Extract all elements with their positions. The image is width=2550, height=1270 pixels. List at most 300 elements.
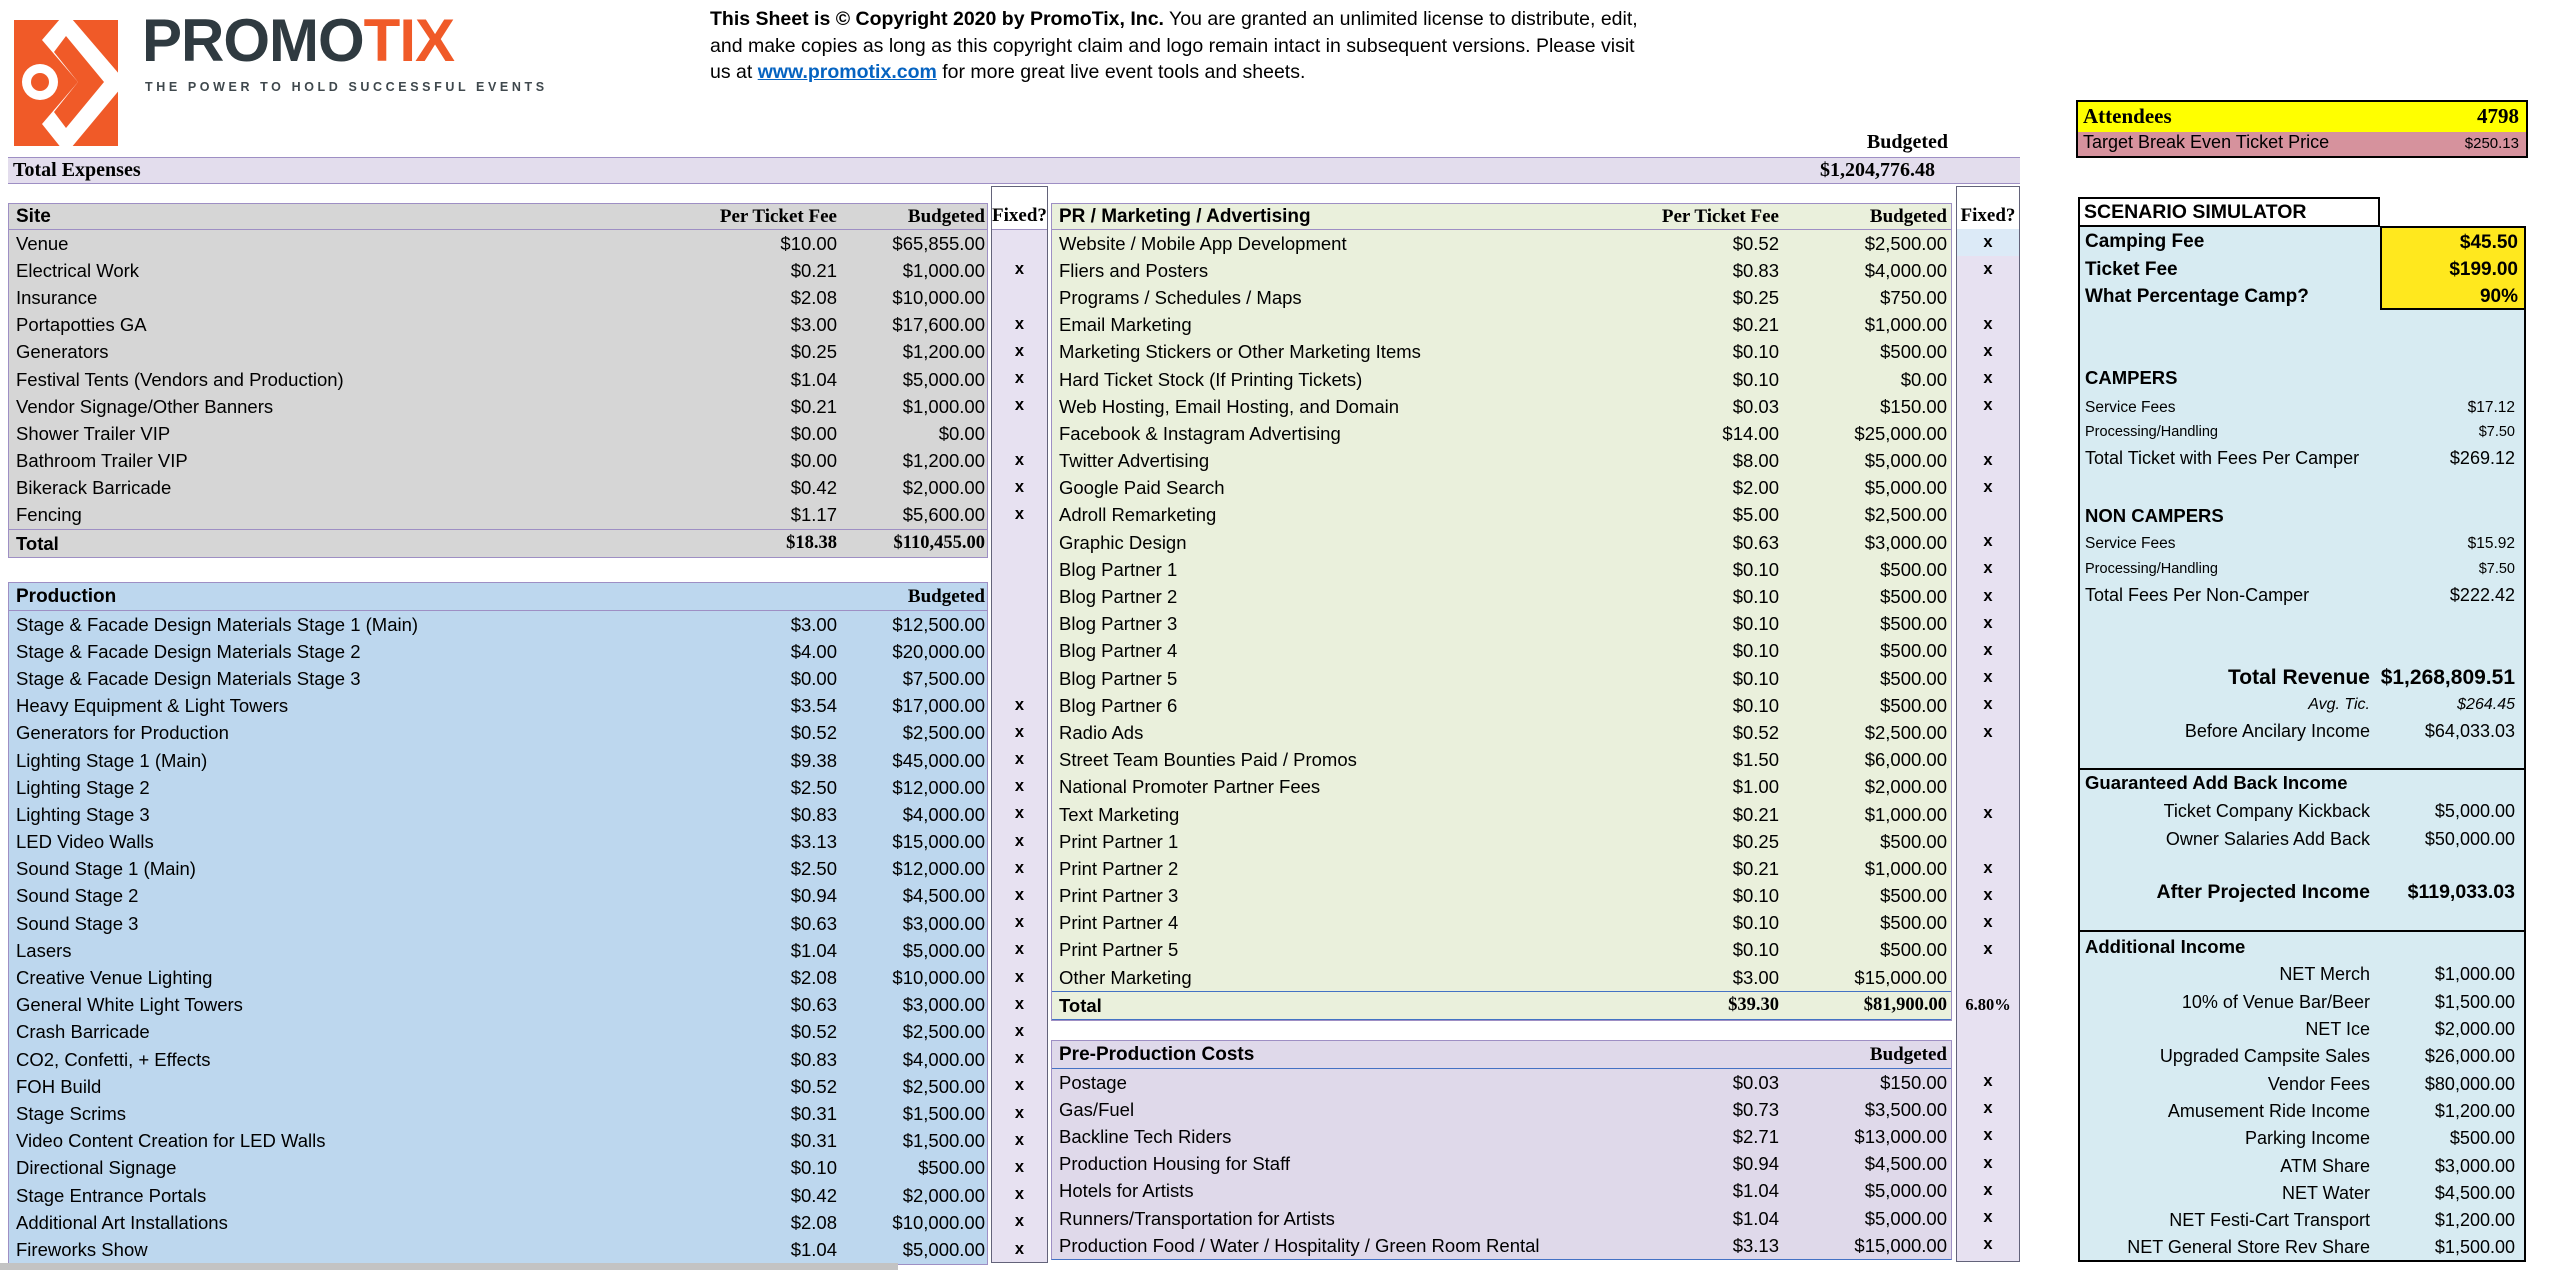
expense-budget-cell[interactable]: $12,000.00 <box>892 776 985 798</box>
fixed-mark-cell[interactable] <box>1957 963 2019 990</box>
expense-row[interactable] <box>9 1019 987 1046</box>
fixed-mark-cell[interactable] <box>992 419 1047 446</box>
simulator-input-value[interactable]: $45.50 <box>2459 232 2518 253</box>
expense-fee-cell[interactable]: $0.94 <box>790 885 837 907</box>
expense-label[interactable]: Bathroom Trailer VIP <box>16 450 188 472</box>
expense-row[interactable] <box>9 1073 987 1100</box>
expense-row[interactable] <box>1052 801 1951 828</box>
fixed-mark-cell[interactable]: x <box>1014 1076 1025 1095</box>
expense-budget-cell[interactable]: $1,000.00 <box>1864 803 1947 825</box>
fixed-mark-cell[interactable]: x <box>1014 1022 1025 1040</box>
expense-row[interactable] <box>9 611 987 638</box>
additional-income-item[interactable] <box>2080 1016 2524 1043</box>
expense-fee-cell[interactable]: $0.83 <box>790 803 837 825</box>
expense-budget-cell[interactable]: $5,600.00 <box>902 504 985 526</box>
expense-label[interactable]: Festival Tents (Vendors and Production) <box>16 368 344 390</box>
fixed-mark-cell[interactable]: x <box>1983 1126 1993 1145</box>
non-campers-total[interactable] <box>2080 582 2524 609</box>
expense-label[interactable]: Blog Partner 1 <box>1059 558 1178 580</box>
fixed-mark-cell[interactable]: x <box>1014 505 1025 523</box>
expense-fee-cell[interactable]: $0.10 <box>1732 558 1779 580</box>
expense-budget-cell[interactable]: $2,500.00 <box>902 722 985 744</box>
expense-label[interactable]: Lighting Stage 1 (Main) <box>16 749 208 771</box>
expense-fee-cell[interactable]: $0.42 <box>790 1184 837 1206</box>
expense-fee-cell[interactable]: $0.10 <box>790 1157 837 1179</box>
additional-income-item[interactable] <box>2080 1043 2524 1070</box>
fixed-mark-cell[interactable]: x <box>1014 477 1025 496</box>
fixed-mark-cell[interactable]: x <box>1014 1049 1025 1068</box>
expense-fee-cell[interactable]: $1.04 <box>1732 1180 1779 1202</box>
expense-row[interactable] <box>9 448 987 475</box>
fixed-mark-cell[interactable]: x <box>1014 1103 1025 1122</box>
fixed-mark-cell[interactable]: x <box>1014 913 1025 932</box>
expense-budget-cell[interactable]: $750.00 <box>1880 286 1947 308</box>
fixed-mark-cell[interactable]: x <box>1983 532 1993 551</box>
expense-fee-cell[interactable]: $0.52 <box>1732 232 1779 254</box>
expense-fee-cell[interactable]: $2.50 <box>790 858 837 880</box>
expense-row[interactable] <box>1052 1178 1951 1205</box>
fixed-mark-cell[interactable] <box>1957 746 2019 773</box>
expense-row[interactable] <box>9 801 987 828</box>
expense-row[interactable] <box>9 1209 987 1236</box>
expense-row[interactable] <box>1052 366 1951 393</box>
expense-budget-cell[interactable]: $15,000.00 <box>1854 1234 1947 1256</box>
fixed-mark-cell[interactable]: x <box>1014 1130 1025 1149</box>
expense-label[interactable]: Blog Partner 5 <box>1059 667 1178 689</box>
expense-fee-cell[interactable]: $2.71 <box>1732 1125 1779 1147</box>
expense-label[interactable]: Stage Scrims <box>16 1102 127 1124</box>
simulator-input[interactable] <box>2080 283 2524 310</box>
expense-budget-cell[interactable]: $1,200.00 <box>902 341 985 363</box>
expense-row[interactable] <box>1052 448 1951 475</box>
expense-row[interactable] <box>1052 883 1951 910</box>
ticket-company-kickback[interactable] <box>2080 798 2524 825</box>
expense-fee-cell[interactable]: $3.13 <box>1732 1234 1779 1256</box>
expense-row[interactable] <box>1052 529 1951 556</box>
expense-label[interactable]: Adroll Remarketing <box>1059 504 1217 526</box>
expense-budget-cell[interactable]: $12,000.00 <box>892 858 985 880</box>
expense-row[interactable] <box>1052 475 1951 502</box>
expense-row[interactable] <box>9 829 987 856</box>
expense-row[interactable] <box>1052 420 1951 447</box>
simulator-input-value[interactable]: $199.00 <box>2449 259 2518 281</box>
expense-row[interactable] <box>9 1182 987 1209</box>
expense-row[interactable] <box>1052 937 1951 964</box>
fixed-mark-cell[interactable]: x <box>1983 1235 1993 1254</box>
expense-budget-cell[interactable]: $500.00 <box>1880 939 1947 961</box>
expense-fee-cell[interactable]: $0.52 <box>1732 721 1779 743</box>
expense-fee-cell[interactable]: $3.00 <box>790 314 837 336</box>
fixed-mark-cell[interactable]: x <box>1983 260 1993 279</box>
expense-fee-cell[interactable]: $2.08 <box>790 1211 837 1233</box>
preproduction-table-title[interactable]: Pre-Production Costs <box>1059 1043 1255 1065</box>
simulator-input-value[interactable]: 90% <box>2479 286 2518 308</box>
expense-budget-cell[interactable]: $500.00 <box>1880 830 1947 852</box>
break-even-row[interactable] <box>2078 132 2526 156</box>
fixed-mark-cell[interactable]: x <box>1983 641 1993 659</box>
expense-budget-cell[interactable]: $1,500.00 <box>902 1130 985 1152</box>
fixed-mark-cell[interactable]: x <box>1014 1212 1025 1231</box>
total-expenses-row[interactable] <box>8 157 2020 184</box>
expense-label[interactable]: Print Partner 1 <box>1059 830 1179 852</box>
expense-label[interactable]: Portapotties GA <box>16 314 147 336</box>
fixed-mark-cell[interactable]: x <box>1983 559 1993 578</box>
expense-label[interactable]: Lighting Stage 2 <box>16 776 150 798</box>
expense-fee-cell[interactable]: $0.00 <box>790 667 837 689</box>
expense-budget-cell[interactable]: $1,000.00 <box>1864 857 1947 879</box>
fixed-mark-cell[interactable]: x <box>1014 722 1025 741</box>
expense-budget-cell[interactable]: $1,000.00 <box>1864 314 1947 336</box>
campers-header[interactable] <box>2080 364 2524 391</box>
expense-label[interactable]: Postage <box>1059 1071 1127 1093</box>
expense-budget-cell[interactable]: $65,855.00 <box>892 232 985 254</box>
expense-row[interactable] <box>1052 1151 1951 1178</box>
expense-budget-cell[interactable]: $0.00 <box>1900 368 1947 390</box>
expense-row[interactable] <box>9 856 987 883</box>
expense-fee-cell[interactable]: $0.10 <box>1732 694 1779 716</box>
additional-income-item[interactable] <box>2080 1071 2524 1098</box>
expense-budget-cell[interactable]: $150.00 <box>1880 395 1947 417</box>
expense-budget-cell[interactable]: $10,000.00 <box>892 286 985 308</box>
fixed-mark-cell[interactable]: x <box>1014 695 1025 714</box>
promotix-link[interactable]: www.promotix.com <box>757 61 937 83</box>
expense-budget-cell[interactable]: $10,000.00 <box>892 967 985 989</box>
expense-label[interactable]: Print Partner 3 <box>1059 885 1179 907</box>
expense-budget-cell[interactable]: $3,500.00 <box>1864 1098 1947 1120</box>
expense-row[interactable] <box>1052 1069 1951 1096</box>
expense-label[interactable]: Programs / Schedules / Maps <box>1059 286 1302 308</box>
expense-row[interactable] <box>1052 312 1951 339</box>
expense-budget-cell[interactable]: $13,000.00 <box>1854 1125 1947 1147</box>
expense-label[interactable]: Directional Signage <box>16 1157 177 1179</box>
expense-row[interactable] <box>1052 257 1951 284</box>
preproduction-col-budget[interactable]: Budgeted <box>1869 1043 1947 1065</box>
site-table-title[interactable]: Site <box>16 205 51 227</box>
additional-income-item[interactable] <box>2080 961 2524 988</box>
expense-fee-cell[interactable]: $0.00 <box>790 422 837 444</box>
fixed-mark-cell[interactable]: x <box>1983 341 1993 360</box>
expense-row[interactable] <box>1052 910 1951 937</box>
expense-row[interactable] <box>9 693 987 720</box>
expense-fee-cell[interactable]: $3.00 <box>790 613 837 635</box>
expense-fee-cell[interactable]: $0.94 <box>1732 1153 1779 1175</box>
expense-fee-cell[interactable]: $1.04 <box>790 368 837 390</box>
expense-fee-cell[interactable]: $0.63 <box>1732 531 1779 553</box>
expense-label[interactable]: Venue <box>16 232 69 254</box>
expense-fee-cell[interactable]: $2.00 <box>1732 477 1779 499</box>
expense-label[interactable]: Generators for Production <box>16 722 229 744</box>
expense-fee-cell[interactable]: $0.10 <box>1732 912 1779 934</box>
campers-processing[interactable] <box>2080 419 2524 446</box>
expense-budget-cell[interactable]: $6,000.00 <box>1864 749 1947 771</box>
expense-label[interactable]: Shower Trailer VIP <box>16 422 171 444</box>
expense-label[interactable]: Fireworks Show <box>16 1238 148 1260</box>
expense-fee-cell[interactable]: $1.00 <box>1732 776 1779 798</box>
expense-fee-cell[interactable]: $0.10 <box>1732 586 1779 608</box>
expense-row[interactable] <box>9 665 987 692</box>
expense-budget-cell[interactable]: $2,500.00 <box>902 1021 985 1043</box>
expense-row[interactable] <box>1052 1205 1951 1232</box>
budgeted-column-header[interactable]: Budgeted <box>1866 131 1948 153</box>
expense-label[interactable]: National Promoter Partner Fees <box>1059 776 1321 798</box>
expense-label[interactable]: LED Video Walls <box>16 831 154 853</box>
expense-row[interactable] <box>1052 638 1951 665</box>
expense-fee-cell[interactable]: $0.31 <box>790 1130 837 1152</box>
expense-fee-cell[interactable]: $0.31 <box>790 1102 837 1124</box>
expense-row[interactable] <box>1052 611 1951 638</box>
expense-budget-cell[interactable]: $17,600.00 <box>892 314 985 336</box>
expense-row[interactable] <box>9 1236 987 1263</box>
site-fixed-header-label[interactable]: Fixed? <box>992 205 1047 226</box>
expense-label[interactable]: Blog Partner 3 <box>1059 613 1178 635</box>
expense-budget-cell[interactable]: $5,000.00 <box>1864 1180 1947 1202</box>
expense-row[interactable] <box>1052 339 1951 366</box>
fixed-mark-cell[interactable]: x <box>1014 369 1025 387</box>
fixed-mark-cell[interactable] <box>1957 773 2019 800</box>
expense-label[interactable]: Lighting Stage 3 <box>16 803 150 825</box>
expense-budget-cell[interactable]: $25,000.00 <box>1854 422 1947 444</box>
expense-budget-cell[interactable]: $2,500.00 <box>1864 504 1947 526</box>
expense-label[interactable]: Blog Partner 4 <box>1059 640 1178 662</box>
fixed-mark-cell[interactable]: x <box>1014 450 1025 469</box>
expense-budget-cell[interactable]: $1,000.00 <box>902 395 985 417</box>
site-col-fee[interactable]: Per Ticket Fee <box>719 205 837 227</box>
expense-budget-cell[interactable]: $500.00 <box>1880 912 1947 934</box>
fixed-mark-cell[interactable] <box>992 664 1047 691</box>
expense-budget-cell[interactable]: $3,000.00 <box>902 912 985 934</box>
total-revenue[interactable] <box>2080 664 2524 691</box>
fixed-mark-cell[interactable]: x <box>1983 1072 1993 1090</box>
expense-budget-cell[interactable]: $4,000.00 <box>902 1048 985 1070</box>
fixed-mark-cell[interactable]: x <box>1983 613 1993 632</box>
expense-budget-cell[interactable]: $500.00 <box>1880 694 1947 716</box>
expense-label[interactable]: Print Partner 5 <box>1059 939 1179 961</box>
expense-budget-cell[interactable]: $500.00 <box>1880 558 1947 580</box>
expense-budget-cell[interactable]: $10,000.00 <box>892 1211 985 1233</box>
expense-row[interactable] <box>1052 964 1951 991</box>
expense-label[interactable]: Electrical Work <box>16 259 140 281</box>
expense-fee-cell[interactable]: $2.50 <box>790 776 837 798</box>
expense-fee-cell[interactable]: $0.21 <box>790 395 837 417</box>
expense-fee-cell[interactable]: $3.00 <box>1732 966 1779 988</box>
expense-fee-cell[interactable]: $10.00 <box>780 232 837 254</box>
site-col-budget[interactable]: Budgeted <box>907 205 985 227</box>
fixed-mark-cell[interactable]: x <box>1957 229 2019 256</box>
expense-fee-cell[interactable]: $0.52 <box>790 722 837 744</box>
expense-label[interactable]: Email Marketing <box>1059 314 1192 336</box>
fixed-mark-cell[interactable]: x <box>1983 804 1993 823</box>
expense-fee-cell[interactable]: $0.42 <box>790 477 837 499</box>
expense-budget-cell[interactable]: $3,000.00 <box>902 994 985 1016</box>
fixed-mark-cell[interactable]: x <box>1983 885 1993 904</box>
expense-label[interactable]: Radio Ads <box>1059 721 1144 743</box>
expense-budget-cell[interactable]: $5,000.00 <box>1864 450 1947 472</box>
expense-row[interactable] <box>1052 230 1951 257</box>
expense-row[interactable] <box>9 475 987 502</box>
expense-label[interactable]: Runners/Transportation for Artists <box>1059 1207 1335 1229</box>
fixed-mark-cell[interactable]: x <box>1983 450 1993 469</box>
expense-label[interactable]: Creative Venue Lighting <box>16 967 213 989</box>
expense-row[interactable] <box>1052 828 1951 855</box>
fixed-mark-cell[interactable]: x <box>1014 314 1025 333</box>
expense-budget-cell[interactable]: $2,000.00 <box>1864 776 1947 798</box>
fixed-mark-cell[interactable]: x <box>1983 1208 1993 1226</box>
expense-fee-cell[interactable]: $0.25 <box>1732 830 1779 852</box>
expense-budget-cell[interactable]: $0.00 <box>938 422 985 444</box>
expense-budget-cell[interactable]: $500.00 <box>1880 613 1947 635</box>
expense-row[interactable] <box>1052 284 1951 311</box>
fixed-mark-cell[interactable]: x <box>1014 396 1025 415</box>
expense-label[interactable]: Street Team Bounties Paid / Promos <box>1059 749 1357 771</box>
fixed-mark-cell[interactable] <box>1957 283 2019 310</box>
fixed-mark-cell[interactable]: x <box>1014 804 1025 823</box>
expense-fee-cell[interactable]: $1.04 <box>1732 1207 1779 1229</box>
expense-fee-cell[interactable]: $0.03 <box>1732 1071 1779 1093</box>
expense-label[interactable]: Text Marketing <box>1059 803 1180 825</box>
expense-fee-cell[interactable]: $4.00 <box>790 640 837 662</box>
fixed-mark-cell[interactable]: x <box>1014 831 1025 850</box>
fixed-mark-cell[interactable] <box>1957 827 2019 854</box>
expense-row[interactable] <box>1052 1096 1951 1123</box>
expense-fee-cell[interactable]: $0.25 <box>1732 286 1779 308</box>
expense-budget-cell[interactable]: $4,500.00 <box>1864 1153 1947 1175</box>
expense-budget-cell[interactable]: $5,000.00 <box>902 1238 985 1260</box>
expense-budget-cell[interactable]: $17,000.00 <box>892 695 985 717</box>
expense-row[interactable] <box>9 774 987 801</box>
marketing-total-row[interactable] <box>1052 991 1951 1020</box>
expense-label[interactable]: CO2, Confetti, + Effects <box>16 1048 211 1070</box>
expense-row[interactable] <box>9 339 987 366</box>
expense-label[interactable]: Sound Stage 1 (Main) <box>16 858 196 880</box>
additional-income-item[interactable] <box>2080 989 2524 1016</box>
expense-budget-cell[interactable]: $2,500.00 <box>902 1075 985 1097</box>
expense-label[interactable]: Marketing Stickers or Other Marketing Items <box>1059 341 1421 363</box>
expense-row[interactable] <box>9 1046 987 1073</box>
expense-label[interactable]: Print Partner 4 <box>1059 912 1179 934</box>
expense-row[interactable] <box>9 720 987 747</box>
expense-budget-cell[interactable]: $2,000.00 <box>902 1184 985 1206</box>
expense-fee-cell[interactable]: $0.10 <box>1732 341 1779 363</box>
expense-label[interactable]: Blog Partner 6 <box>1059 694 1178 716</box>
fixed-mark-cell[interactable]: x <box>1983 858 1993 877</box>
expense-label[interactable]: Fliers and Posters <box>1059 259 1209 281</box>
fixed-mark-cell[interactable]: x <box>1014 777 1025 796</box>
expense-label[interactable]: Production Food / Water / Hospitality / Green Room Rental <box>1059 1234 1540 1256</box>
expense-budget-cell[interactable]: $150.00 <box>1880 1071 1947 1093</box>
additional-income-item[interactable] <box>2080 1098 2524 1125</box>
expense-budget-cell[interactable]: $1,500.00 <box>902 1102 985 1124</box>
fixed-mark-cell[interactable]: x <box>1014 994 1025 1013</box>
expense-budget-cell[interactable]: $500.00 <box>1880 885 1947 907</box>
expense-label[interactable]: Video Content Creation for LED Walls <box>16 1130 326 1152</box>
expense-budget-cell[interactable]: $3,000.00 <box>1864 531 1947 553</box>
fixed-mark-cell[interactable]: x <box>1014 940 1025 959</box>
fixed-mark-cell[interactable]: x <box>1014 967 1025 986</box>
expense-fee-cell[interactable]: $0.21 <box>1732 314 1779 336</box>
marketing-table-title[interactable]: PR / Marketing / Advertising <box>1059 205 1311 227</box>
fixed-mark-cell[interactable]: x <box>1014 341 1025 360</box>
fixed-mark-cell[interactable]: x <box>1983 668 1993 687</box>
expense-label[interactable]: Vendor Signage/Other Banners <box>16 395 274 417</box>
expense-row[interactable] <box>9 638 987 665</box>
expense-fee-cell[interactable]: $1.04 <box>790 1238 837 1260</box>
expense-row[interactable] <box>1052 692 1951 719</box>
expense-label[interactable]: Insurance <box>16 286 98 308</box>
expense-fee-cell[interactable]: $0.10 <box>1732 640 1779 662</box>
fixed-mark-cell[interactable] <box>1957 501 2019 528</box>
expense-row[interactable] <box>1052 774 1951 801</box>
expense-label[interactable]: Website / Mobile App Development <box>1059 232 1347 254</box>
expense-fee-cell[interactable]: $3.54 <box>790 695 837 717</box>
expense-row[interactable] <box>9 230 987 257</box>
fixed-mark-cell[interactable]: x <box>1014 1158 1025 1176</box>
marketing-fixed-total-pct[interactable]: 6.80% <box>1965 994 2011 1014</box>
attendees-value[interactable]: 4798 <box>2477 104 2519 128</box>
expense-fee-cell[interactable]: $3.13 <box>790 831 837 853</box>
expense-label[interactable]: Facebook & Instagram Advertising <box>1059 422 1341 444</box>
expense-budget-cell[interactable]: $15,000.00 <box>892 831 985 853</box>
campers-total[interactable] <box>2080 445 2524 472</box>
fixed-mark-cell[interactable]: x <box>1983 314 1993 333</box>
marketing-col-fee[interactable]: Per Ticket Fee <box>1661 205 1779 227</box>
expense-row[interactable] <box>9 910 987 937</box>
expense-fee-cell[interactable]: $0.10 <box>1732 939 1779 961</box>
expense-label[interactable]: Generators <box>16 341 109 363</box>
expense-label[interactable]: Print Partner 2 <box>1059 857 1179 879</box>
expense-row[interactable] <box>9 420 987 447</box>
production-col-budget[interactable]: Budgeted <box>907 585 985 607</box>
fixed-mark-cell[interactable] <box>1957 419 2019 446</box>
expense-fee-cell[interactable]: $0.52 <box>790 1075 837 1097</box>
expense-row[interactable] <box>9 1155 987 1182</box>
expense-fee-cell[interactable]: $14.00 <box>1722 422 1779 444</box>
expense-fee-cell[interactable]: $1.04 <box>790 939 837 961</box>
expense-row[interactable] <box>9 964 987 991</box>
expense-label[interactable]: Hotels for Artists <box>1059 1180 1194 1202</box>
expense-label[interactable]: Bikerack Barricade <box>16 477 172 499</box>
expense-label[interactable]: FOH Build <box>16 1075 102 1097</box>
non-campers-processing[interactable] <box>2080 556 2524 583</box>
expense-budget-cell[interactable]: $7,500.00 <box>902 667 985 689</box>
non-campers-service-fees[interactable] <box>2080 530 2524 557</box>
fixed-mark-cell[interactable]: x <box>1983 369 1993 387</box>
expense-label[interactable]: Web Hosting, Email Hosting, and Domain <box>1059 395 1400 417</box>
simulator-input[interactable] <box>2080 256 2524 283</box>
expense-label[interactable]: Google Paid Search <box>1059 477 1225 499</box>
expense-row[interactable] <box>9 747 987 774</box>
additional-income-item[interactable] <box>2080 1125 2524 1152</box>
expense-label[interactable]: Graphic Design <box>1059 531 1187 553</box>
expense-row[interactable] <box>1052 747 1951 774</box>
expense-label[interactable]: Stage & Facade Design Materials Stage 3 <box>16 667 361 689</box>
expense-fee-cell[interactable]: $0.10 <box>1732 885 1779 907</box>
simulator-input[interactable] <box>2080 228 2524 255</box>
fixed-mark-cell[interactable]: x <box>1983 940 1993 959</box>
expense-label[interactable]: Sound Stage 3 <box>16 912 139 934</box>
fixed-mark-cell[interactable]: x <box>1014 886 1025 904</box>
expense-label[interactable]: Additional Art Installations <box>16 1211 228 1233</box>
fixed-mark-cell[interactable] <box>992 637 1047 664</box>
expense-fee-cell[interactable]: $0.10 <box>1732 667 1779 689</box>
campers-service-fees[interactable] <box>2080 394 2524 421</box>
marketing-col-budget[interactable]: Budgeted <box>1869 205 1947 227</box>
expense-label[interactable]: Production Housing for Staff <box>1059 1153 1291 1175</box>
before-ancilary-income[interactable] <box>2080 718 2524 745</box>
avg-ticket[interactable] <box>2080 691 2524 718</box>
fixed-mark-cell[interactable]: x <box>1983 695 1993 714</box>
expense-fee-cell[interactable]: $0.21 <box>1732 803 1779 825</box>
expense-row[interactable] <box>1052 556 1951 583</box>
